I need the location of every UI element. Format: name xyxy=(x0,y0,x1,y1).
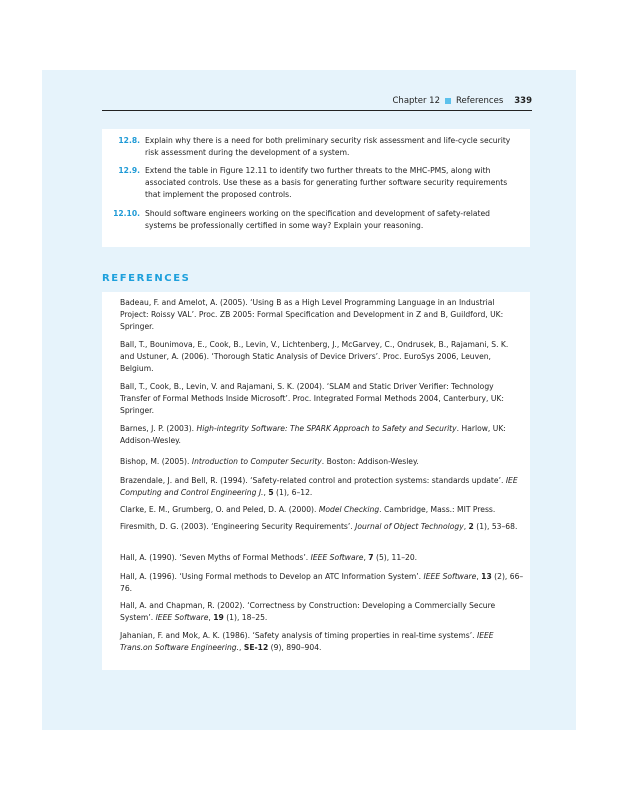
reference-entry: Hall, A. and Chapman, R. (2002). ‘Correctness by Construction: Developing a Commercially Secure System’. IEEE Software, 19 (1), 18–25. xyxy=(120,601,496,622)
reference-entry: Firesmith, D. G. (2003). ‘Engineering Security Requirements’. Journal of Object Technology, 2 (1), 53–68. xyxy=(120,522,518,531)
exercise-number: 12.8. xyxy=(118,136,140,145)
reference-entry: Ball, T., Bounimova, E., Cook, B., Levin, V., Lichtenberg, J., McGarvey, C., Ondrusek, B., Rajamani, S. K. and Ustuner, A. (2006). ‘Thorough Static Analysis of Device Drivers’. Proc. EuroSys 2006, Leuven, Belgium. xyxy=(120,340,509,373)
running-header xyxy=(102,96,532,111)
exercises-box xyxy=(102,129,530,247)
exercise-number: 12.9. xyxy=(118,166,140,175)
section-label: References xyxy=(456,96,504,106)
references-heading: REFERENCES xyxy=(102,273,191,284)
exercise-text: Extend the table in Figure 12.11 to identify two further threats to the MHC-PMS, along with associated controls. Use these as a basis for generating further software security requirements that implement the proposed controls. xyxy=(145,166,508,199)
reference-entry: Badeau, F. and Amelot, A. (2005). ‘Using B as a High Level Programming Language in an Industrial Project: Roissy VAL’. Proc. ZB 2005: Formal Specification and Development in Z and B, Guildford, UK: Springer. xyxy=(120,298,504,331)
reference-entry: Ball, T., Cook, B., Levin, V. and Rajamani, S. K. (2004). ‘SLAM and Static Driver Verifier: Technology Transfer of Formal Methods Inside Microsoft’. Proc. Integrated Formal Methods 2004, Canterbury, UK: Springer. xyxy=(120,382,504,415)
reference-entry: Hall, A. (1990). ‘Seven Myths of Formal Methods’. IEEE Software, 7 (5), 11–20. xyxy=(120,553,418,562)
reference-entry: Hall, A. (1996). ‘Using Formal methods to Develop an ATC Information System’. IEEE Software, 13 (2), 66–76. xyxy=(120,572,524,593)
reference-entry: Bishop, M. (2005). Introduction to Computer Security. Boston: Addison-Wesley. xyxy=(120,457,419,466)
exercise-number: 12.10. xyxy=(113,209,140,218)
reference-entry: Jahanian, F. and Mok, A. K. (1986). ‘Safety analysis of timing properties in real-time systems’. IEEE Trans.on Software Engineering., SE-12 (9), 890–904. xyxy=(120,631,494,652)
reference-entry: Clarke, E. M., Grumberg, O. and Peled, D. A. (2000). Model Checking. Cambridge, Mass.: MIT Press. xyxy=(120,505,496,514)
page-number: 339 xyxy=(514,96,532,106)
square-bullet-icon xyxy=(445,98,451,104)
chapter-label: Chapter 12 xyxy=(392,96,441,106)
exercise-text: Should software engineers working on the specification and development of safety-related systems be professionally certified in some way? Explain your reasoning. xyxy=(145,209,490,230)
references-list xyxy=(102,292,530,670)
reference-entry: Brazendale, J. and Bell, R. (1994). ‘Safety-related control and protection systems: standards update’. IEE Computing and Control Engineering J., 5 (1), 6–12. xyxy=(120,476,518,497)
reference-entry: Barnes, J. P. (2003). High-integrity Software: The SPARK Approach to Safety and Security. Harlow, UK: Addison-Wesley. xyxy=(120,424,506,445)
exercise-text: Explain why there is a need for both preliminary security risk assessment and life-cycle security risk assessment during the development of a system. xyxy=(145,136,511,157)
